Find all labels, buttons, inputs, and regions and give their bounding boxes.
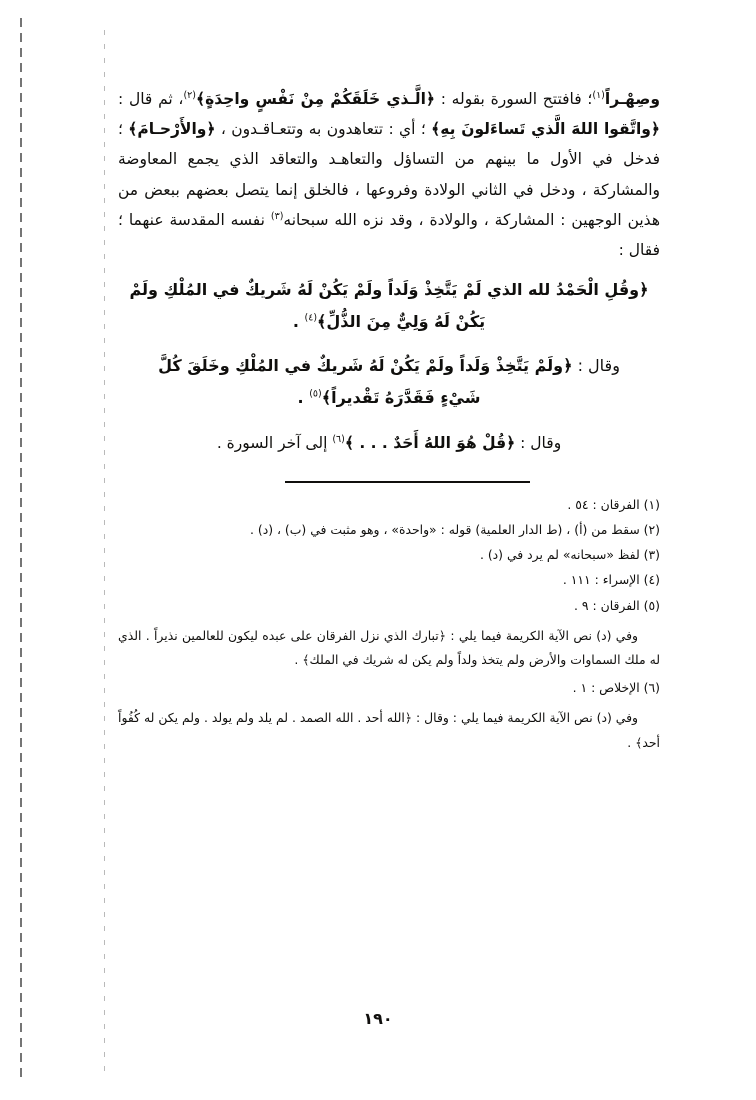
footnote-item: (٤) الإسراء : ١١١ .: [562, 572, 660, 588]
quran-quote-1: ﴿الَّـذي خَلَقَكُمْ مِنْ نَفْسٍ واحِدَةٍ﴾: [195, 90, 435, 108]
footnote-item: (٦) الإخلاص : ١ .: [572, 680, 660, 696]
footnote-ref-6: (٦): [332, 434, 345, 446]
verse-line-3-tail: إلى آخر السورة .: [216, 434, 333, 453]
footnote-item: (٥) الفرقان : ٩ .: [574, 597, 660, 613]
text-faqala: نفسه المقدسة عنهما ؛ فقال :: [118, 210, 660, 260]
footnote-ref-1: (١): [592, 89, 605, 101]
verse-block-1-line-2-end: .: [292, 312, 305, 332]
quran-quote-2: ﴿واتَّقوا اللهَ الَّذي تَساءَلونَ بِهِ﴾: [431, 120, 660, 139]
verse-block-1-line-2-text: يَكُنْ لَهُ وَلِيٌّ مِنَ الذُّلِّ﴾: [317, 312, 486, 332]
footnote-ref-2: (٢): [183, 89, 196, 101]
text-after-sihran: ؛ فافتتح السورة بقوله :: [435, 90, 593, 108]
verse-line-3-quran: ﴿قُلْ هُوَ اللهُ أَحَدٌ . . . ﴾: [344, 434, 516, 453]
page-number: ١٩٠: [363, 1009, 393, 1028]
verse-block-2: [118, 350, 660, 414]
footnote-5-continuation: وفي (د) نص الآية الكريمة فيما يلي : ﴿تبارك الذي نزل الفرقان على عبده ليكون للعالمين نذيراً . الذي له ملك السماوات والأرض ولم يتخذ ولداً ولم يكن له شريك في الملك﴾ .: [118, 627, 660, 668]
verse-line-3-lead: وقال :: [515, 434, 562, 453]
fragment-sihran: وصِهْـراً: [604, 90, 660, 108]
verse-block-1-line-2: [118, 306, 660, 338]
verse-block-2-line-1: [118, 350, 660, 382]
footnote-6-continuation: وفي (د) نص الآية الكريمة فيما يلي : وقال : ﴿الله أحد . الله الصمد . لم يلد ولم يولد . ولم يكن له كُفُواً أحد﴾ .: [118, 710, 660, 750]
footnote-ref-3: (٣): [270, 210, 284, 222]
footnote-item: (٣) لفظ «سبحانه» لم يرد في (د) .: [479, 547, 660, 563]
text-thumma-qala: ، ثم قال :: [118, 90, 184, 108]
verse-block-1-line-1: ﴿وقُلِ الْحَمْدُ لله الذي لَمْ يَتَّخِذْ وَلَداً ولَمْ يَكُنْ لَهُ شَريكٌ في المُلْكِ ولَمْ: [129, 280, 649, 300]
verse-block-2-line-2-text: شَيْءٍ فَقَدَّرَهُ تَقْديراً﴾: [321, 388, 481, 408]
quran-quote-3: ﴿والأَرْحـامَ﴾: [128, 120, 216, 139]
verse-block-2-lead: وقال :: [572, 356, 620, 376]
verse-line-3: [118, 428, 660, 459]
footnote-ref-4: (٤): [304, 312, 318, 324]
text-explanation: ؛ فدخل في الأول ما بينهم من التساؤل والتعاهـد والتعاقد الذي يجمع المعاوضة والمشاركة ، ودخل في الثاني الولادة وفروعها ، فالخلق إنما يتصل بعضهم ببعض من هذين الوجهين : المشاركة ، والولادة ، وقد نزه الله سبحانه: [118, 120, 660, 229]
footnote-item: (١) الفرقان : ٥٤ .: [567, 496, 660, 512]
footnote-ref-5: (٥): [309, 388, 322, 400]
footnote-item: (٢) سقط من (أ) ، (ط الدار العلمية) قوله : «واحدة» ، وهو مثبت في (ب) ، (د) .: [249, 522, 660, 538]
footnotes-section: [118, 493, 660, 755]
main-body-text: [118, 84, 660, 265]
verse-block-2-line-1-text: ﴿ولَمْ يَتَّخِذْ وَلَداً ولَمْ يَكُنْ لَهُ شَريكٌ في المُلْكِ وخَلَقَ كُلَّ: [158, 356, 573, 376]
verse-block-1: [118, 274, 660, 338]
text-ay-tataahadun: ؛ أي : تتعاهدون به وتتعـاقـدون ،: [215, 120, 432, 139]
paragraph-1: [118, 84, 660, 265]
footnote-separator-rule: [285, 481, 530, 483]
verse-block-2-line-2-end: .: [297, 388, 310, 408]
verse-block-2-line-2: [118, 382, 660, 414]
